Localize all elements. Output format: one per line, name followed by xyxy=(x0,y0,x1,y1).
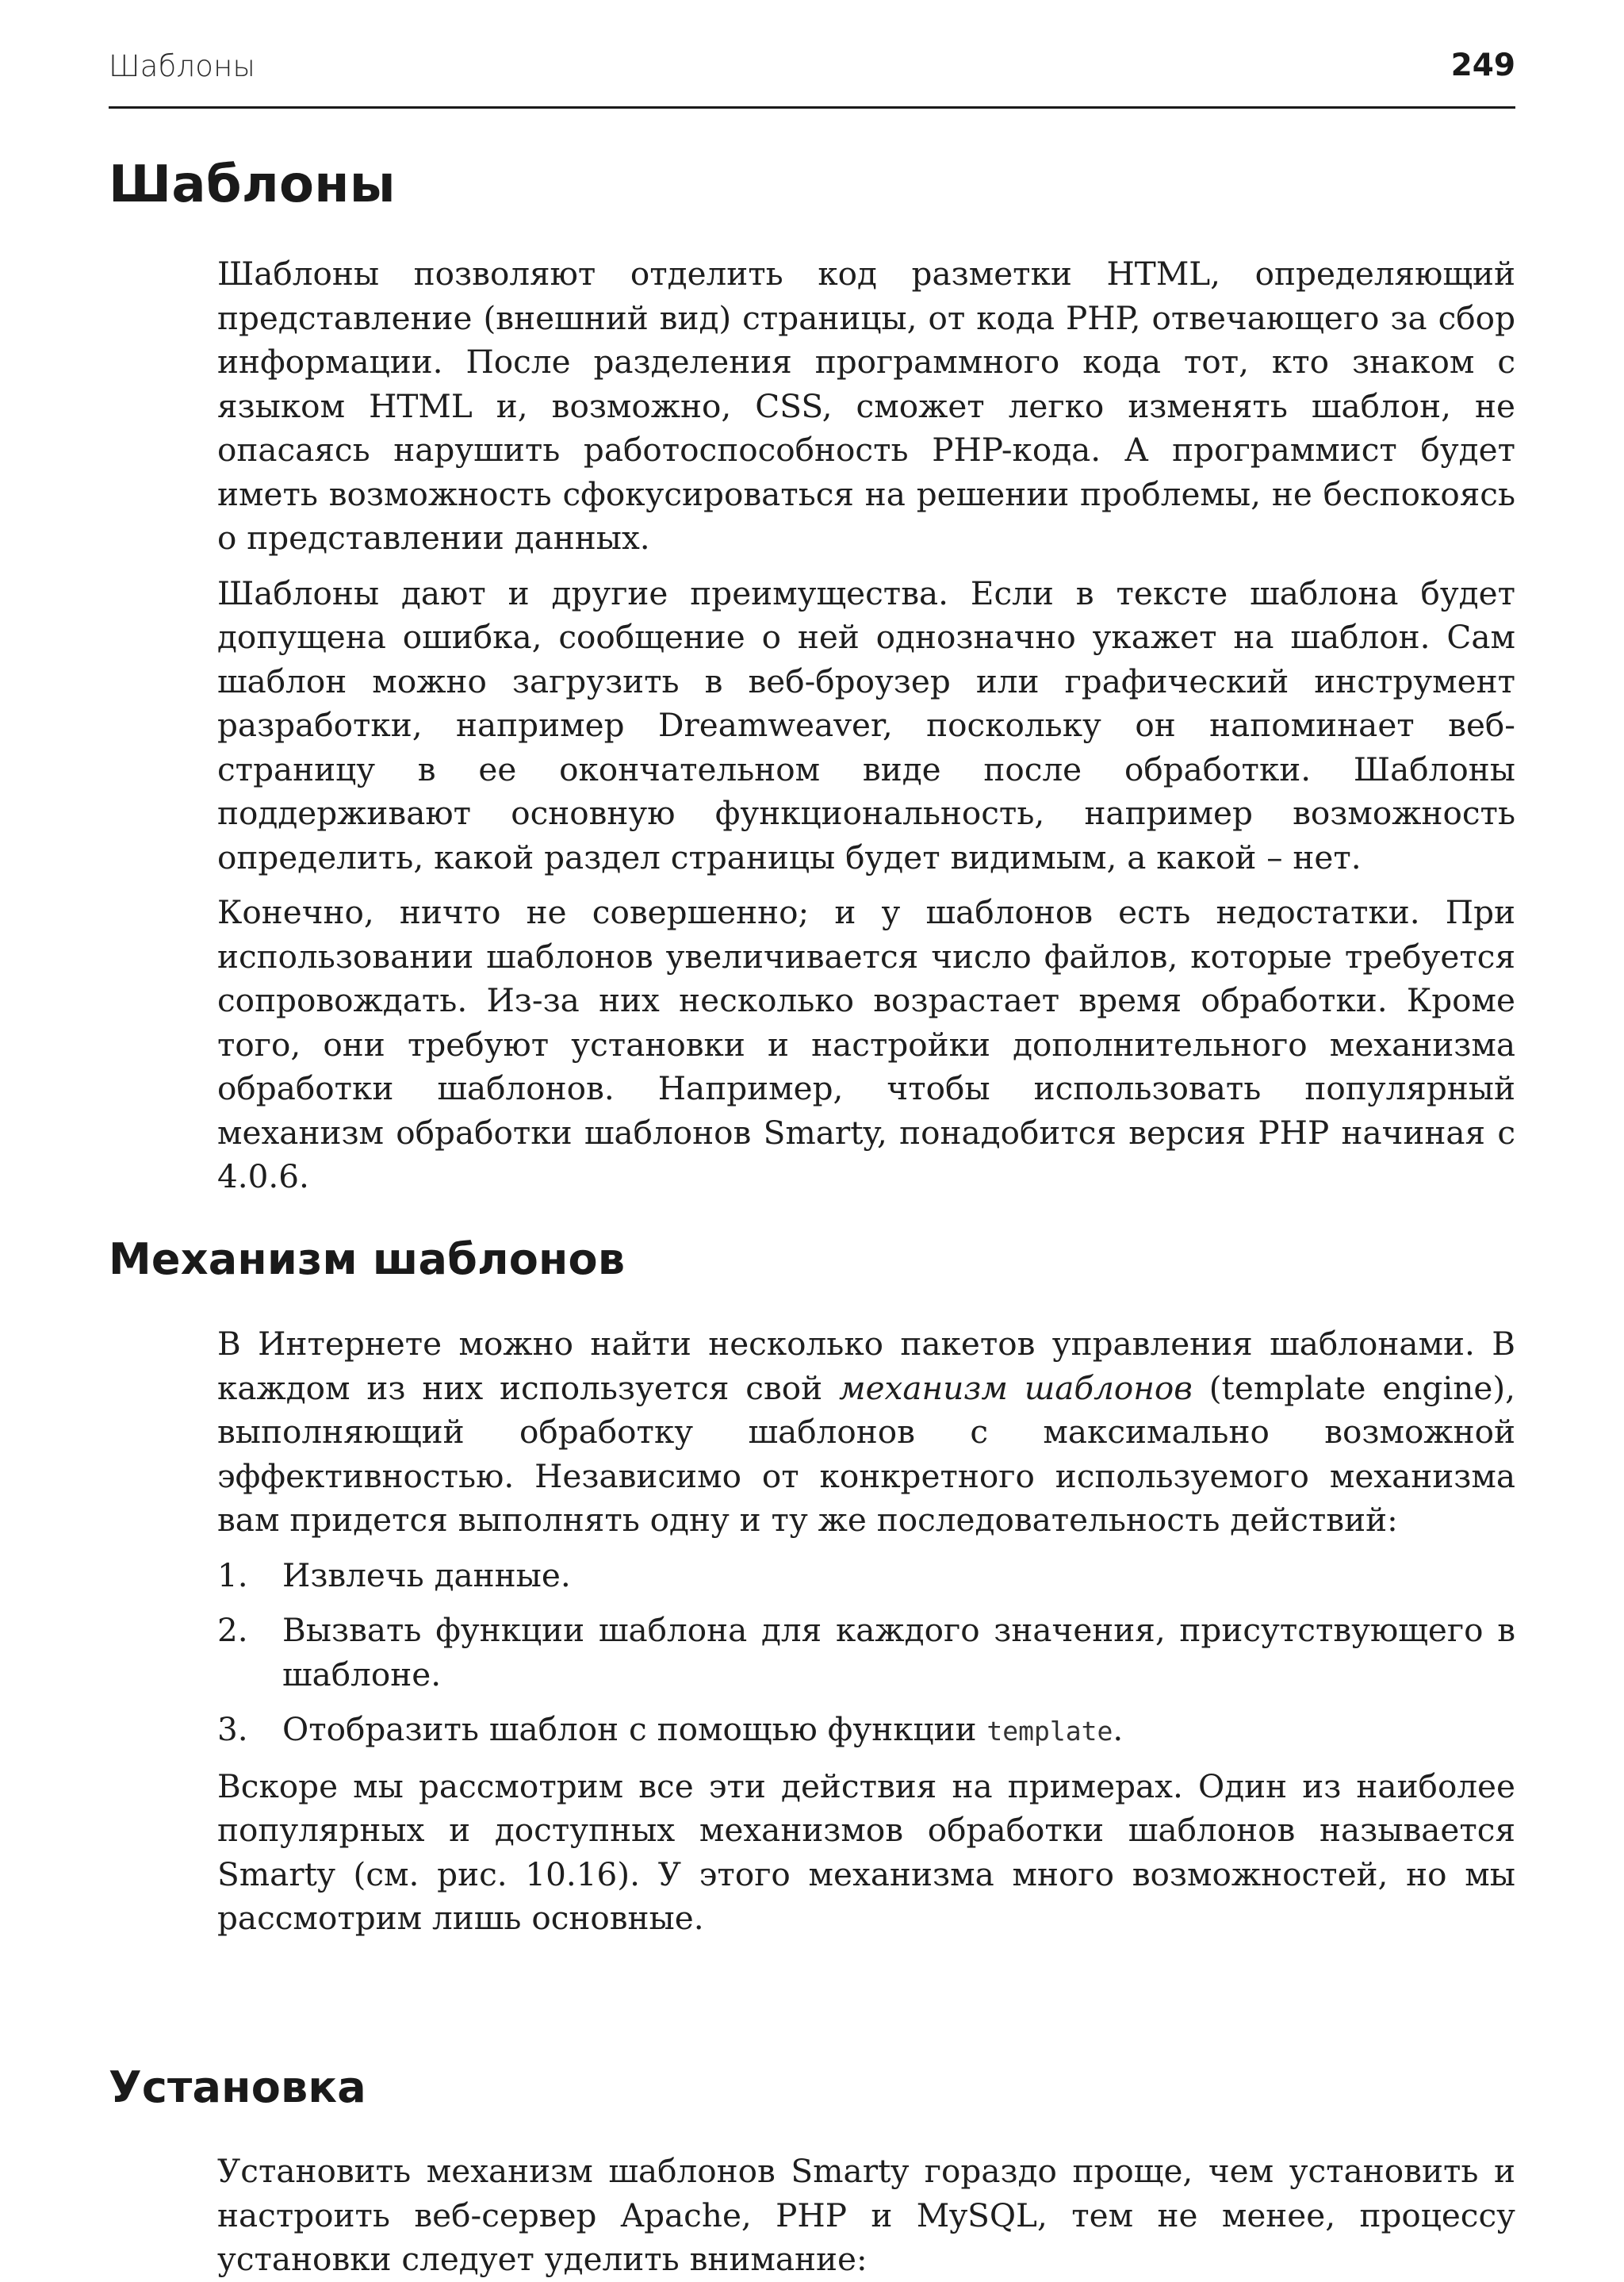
list-text: Вызвать функции шаблона для каждого значения, присутствующего в шаблоне. xyxy=(282,1611,1515,1693)
list-text: Извлечь данные. xyxy=(282,1555,571,1594)
inline-code: template xyxy=(986,1716,1113,1747)
list-number: 2. xyxy=(217,1611,248,1649)
list-number: 1. xyxy=(217,1555,248,1594)
list-item xyxy=(217,1609,1515,1697)
paragraph: Шаблоны позволяют отделить код разметки HTML, определяющий представление (внешний вид) страницы, от кода PHP, отвечающего за сбор информации. После разделения программного кода тот, кто знаком с языком HTML и, возможно, CSS, сможет легко изменять шаблон, не опасаясь нарушить работоспособность PHP-кода. А программист будет иметь возможность сфокусироваться на решении проблемы, не беспокоясь о представлении данных. xyxy=(217,255,1515,557)
list-number: 3. xyxy=(217,1710,248,1748)
paragraph: Установить механизм шаблонов Smarty гораздо проще, чем установить и настроить веб-сервер Apache, PHP и MySQL, тем не менее, процессу установки следует уделить внимание: xyxy=(217,2152,1515,2278)
list-text: Отобразить шаблон с помощью функции xyxy=(282,1710,987,1748)
running-title: Шаблоны xyxy=(109,49,256,83)
section-title-installation: Установка xyxy=(109,2062,366,2112)
section-body-installation xyxy=(217,2150,1515,2282)
running-header xyxy=(109,46,1515,90)
list-item xyxy=(217,1554,1515,1598)
paragraph xyxy=(217,1322,1515,1543)
section-body-templates xyxy=(217,252,1515,1199)
text-run: В Интернете можно найти несколько пакетов управления шаблонами. В каждом из них используется свой xyxy=(217,1325,1515,1407)
paragraph: Вскоре мы рассмотрим все эти действия на примерах. Один из наиболее популярных и доступных механизмов обработки шаблонов называется Smarty (см. рис. 10.16). У этого механизма много возможностей, но мы рассмотрим лишь основные. xyxy=(217,1766,1515,1937)
section-title-templates: Шаблоны xyxy=(109,155,396,214)
paragraph: Конечно, ничто не совершенно; и у шаблонов есть недостатки. При использовании шаблонов увеличивается число файлов, которые требуется сопровождать. Из-за них несколько возрастает время обработки. Кроме того, они требуют установки и настройки дополнительного механизма обработки шаблонов. Например, чтобы использовать популярный механизм обработки шаблонов Smarty, понадобится версия PHP начиная с 4.0.6. xyxy=(217,893,1515,1195)
section-body-template-engine xyxy=(217,1322,1515,1941)
section-title-template-engine: Механизм шаблонов xyxy=(109,1234,626,1284)
paragraph: Шаблоны дают и другие преимущества. Если в тексте шаблона будет допущена ошибка, сообщение о ней однозначно укажет на шаблон. Сам шаблон можно загрузить в веб-броузер или графический инструмент разработки, например Dreamweaver, поскольку он напоминает веб-страницу в ее окончательном виде после обработки. Шаблоны поддерживают основную функциональность, например возможность определить, какой раздел страницы будет видимым, а какой – нет. xyxy=(217,573,1515,876)
list-text: . xyxy=(1113,1710,1124,1748)
text-run: (template engine), выполняющий обработку шаблонов с максимально возможной эффективностью. Независимо от конкретного используемого механизма вам придется выполнять одну и ту же последовательность действий: xyxy=(217,1368,1516,1539)
list-item xyxy=(217,1708,1515,1754)
header-rule xyxy=(109,106,1515,109)
steps-list xyxy=(217,1554,1515,1754)
page-number: 249 xyxy=(1450,48,1515,83)
emphasis-term: механизм шаблонов xyxy=(839,1368,1193,1407)
